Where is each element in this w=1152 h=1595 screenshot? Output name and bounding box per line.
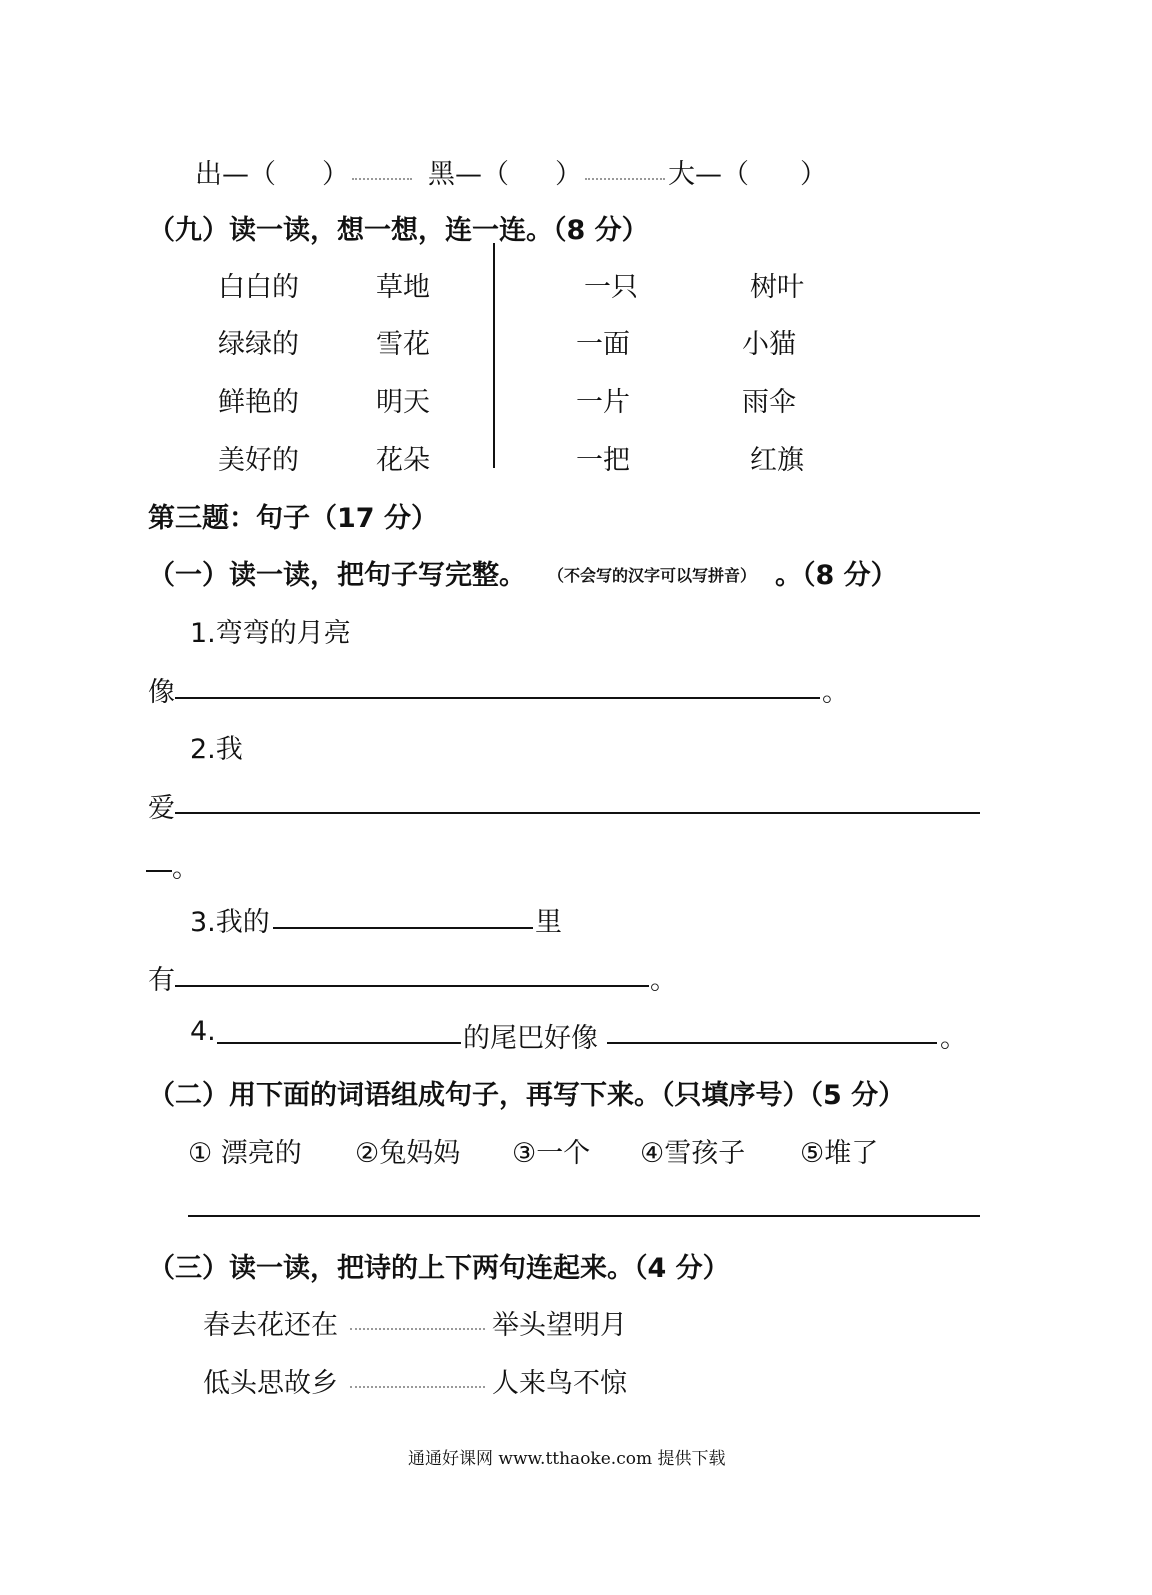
sentence3-stem: 3.我的: [190, 907, 270, 938]
antonym-1: 出—（: [195, 159, 276, 190]
word-left-b: 花朵: [376, 445, 430, 476]
antonym-2: 黑—（: [428, 159, 509, 190]
answer-line-1[interactable]: [175, 697, 820, 699]
word-option: ④雪孩子: [640, 1138, 746, 1169]
sentence2-end: 。: [172, 853, 199, 884]
column-divider: [493, 243, 495, 468]
antonym-1-close: ）: [322, 159, 349, 190]
sentence3-start: 有: [148, 965, 175, 996]
word-left-b: 明天: [376, 387, 430, 418]
q1-title: （一）读一读，把句子写完整。: [148, 560, 526, 591]
q2-title: （二）用下面的词语组成句子，再写下来。（只填序号）（5 分）: [148, 1080, 906, 1111]
word-right-b: 雨伞: [742, 387, 796, 418]
answer-line-3b[interactable]: [175, 985, 649, 987]
word-left-a: 白白的: [218, 272, 299, 303]
sentence4-end: 。: [940, 1023, 967, 1054]
answer-line-3a[interactable]: [273, 927, 533, 929]
sentence1-stem: 1.弯弯的月亮: [190, 618, 351, 649]
antonym-2-close: ）: [555, 159, 582, 190]
section9-title: （九）读一读，想一想，连一连。（8 分）: [148, 215, 649, 246]
word-left-a: 绿绿的: [218, 329, 299, 360]
dotted-gap: [352, 178, 412, 180]
sentence2-stem: 2.我: [190, 734, 243, 765]
sentence3-end: 。: [650, 965, 677, 996]
poem-right: 举头望明月: [492, 1310, 627, 1341]
answer-line-4a[interactable]: [217, 1042, 461, 1044]
poem-right: 人来鸟不惊: [492, 1368, 627, 1399]
word-right-a: 一只: [584, 272, 638, 303]
poem-left: 低头思故乡: [203, 1368, 338, 1399]
dotted-gap: [585, 178, 665, 180]
sentence2-start: 爱: [148, 793, 175, 824]
q3-title: （三）读一读，把诗的上下两句连起来。（4 分）: [148, 1253, 730, 1284]
sentence1-start: 像: [148, 677, 175, 708]
word-option: ⑤堆了: [800, 1138, 879, 1169]
answer-line-q2[interactable]: [188, 1215, 980, 1217]
footer-watermark: 通通好课网 www.tthaoke.com 提供下载: [408, 1449, 726, 1469]
sentence4-num: 4.: [190, 1016, 216, 1047]
word-option: ③一个: [512, 1138, 591, 1169]
word-right-b: 红旗: [750, 445, 804, 476]
part3-title: 第三题：句子（17 分）: [148, 503, 438, 534]
word-right-a: 一把: [576, 445, 630, 476]
word-option: ②兔妈妈: [355, 1138, 461, 1169]
word-right-b: 小猫: [742, 329, 796, 360]
antonym-3-close: ）: [800, 159, 827, 190]
answer-line-2[interactable]: [175, 812, 980, 814]
word-left-a: 鲜艳的: [218, 387, 299, 418]
word-left-b: 雪花: [376, 329, 430, 360]
poem-left: 春去花还在: [203, 1310, 338, 1341]
dotted-gap: [350, 1386, 485, 1388]
answer-line-2-cont[interactable]: [146, 870, 172, 872]
word-left-b: 草地: [376, 272, 430, 303]
sentence1-end: 。: [822, 677, 849, 708]
antonym-3: 大—（: [668, 159, 749, 190]
word-option: ① 漂亮的: [188, 1138, 302, 1169]
word-right-a: 一片: [576, 387, 630, 418]
dotted-gap: [350, 1328, 485, 1330]
sentence3-mid: 里: [535, 907, 562, 938]
word-right-b: 树叶: [750, 272, 804, 303]
word-left-a: 美好的: [218, 445, 299, 476]
q1-note: （不会写的汉字可以写拼音）: [548, 566, 757, 585]
word-right-a: 一面: [576, 329, 630, 360]
answer-line-4b[interactable]: [607, 1042, 937, 1044]
q1-score: 。（8 分）: [775, 560, 898, 591]
sentence4-mid: 的尾巴好像: [463, 1023, 598, 1054]
